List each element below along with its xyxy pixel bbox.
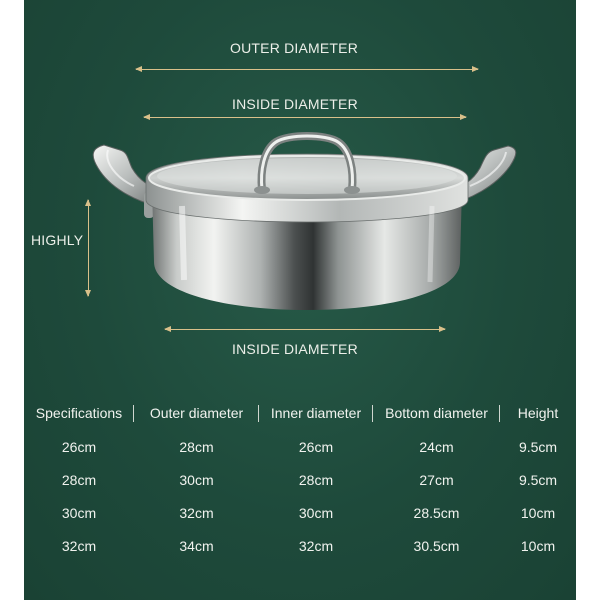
height-label: HIGHLY xyxy=(31,232,84,248)
table-cell: 28cm xyxy=(298,471,334,488)
table-cell: 24cm xyxy=(419,438,454,455)
table-header-row xyxy=(24,396,576,430)
table-row xyxy=(24,463,576,496)
table-cell: 30cm xyxy=(179,471,214,488)
table-row xyxy=(24,496,576,529)
table-cell: 26cm xyxy=(298,438,334,455)
header-cell: Height xyxy=(517,405,559,421)
table-cell: 9.5cm xyxy=(518,438,558,455)
product-panel xyxy=(24,0,576,600)
header-cell: Specifications xyxy=(24,396,134,430)
outer-diameter-label: OUTER DIAMETER xyxy=(230,40,359,56)
table-cell: 26cm xyxy=(61,438,97,455)
table-cell: 28.5cm xyxy=(413,504,460,521)
header-cell: Inner diameter xyxy=(259,396,373,430)
table-row xyxy=(24,529,576,562)
table-cell: 28cm xyxy=(179,438,214,455)
table-cell: 30.5cm xyxy=(413,537,460,554)
table-cell: 32cm xyxy=(179,504,214,521)
inside-diameter-top-label: INSIDE DIAMETER xyxy=(232,96,358,112)
table-row xyxy=(24,430,576,463)
table-cell: 32cm xyxy=(61,537,97,554)
stockpot-image xyxy=(24,0,576,400)
specifications-table xyxy=(24,396,576,562)
table-cell: 9.5cm xyxy=(518,471,558,488)
inside-diameter-bottom-label: INSIDE DIAMETER xyxy=(232,341,358,357)
table-cell: 27cm xyxy=(419,471,454,488)
header-cell: Bottom diameter xyxy=(373,396,500,430)
table-cell: 32cm xyxy=(298,537,334,554)
table-cell: 34cm xyxy=(179,537,214,554)
table-cell: 30cm xyxy=(61,504,97,521)
table-cell: 10cm xyxy=(520,537,556,554)
table-cell: 28cm xyxy=(61,471,97,488)
header-cell: Outer diameter xyxy=(134,396,259,430)
table-cell: 30cm xyxy=(298,504,334,521)
table-cell: 10cm xyxy=(520,504,556,521)
